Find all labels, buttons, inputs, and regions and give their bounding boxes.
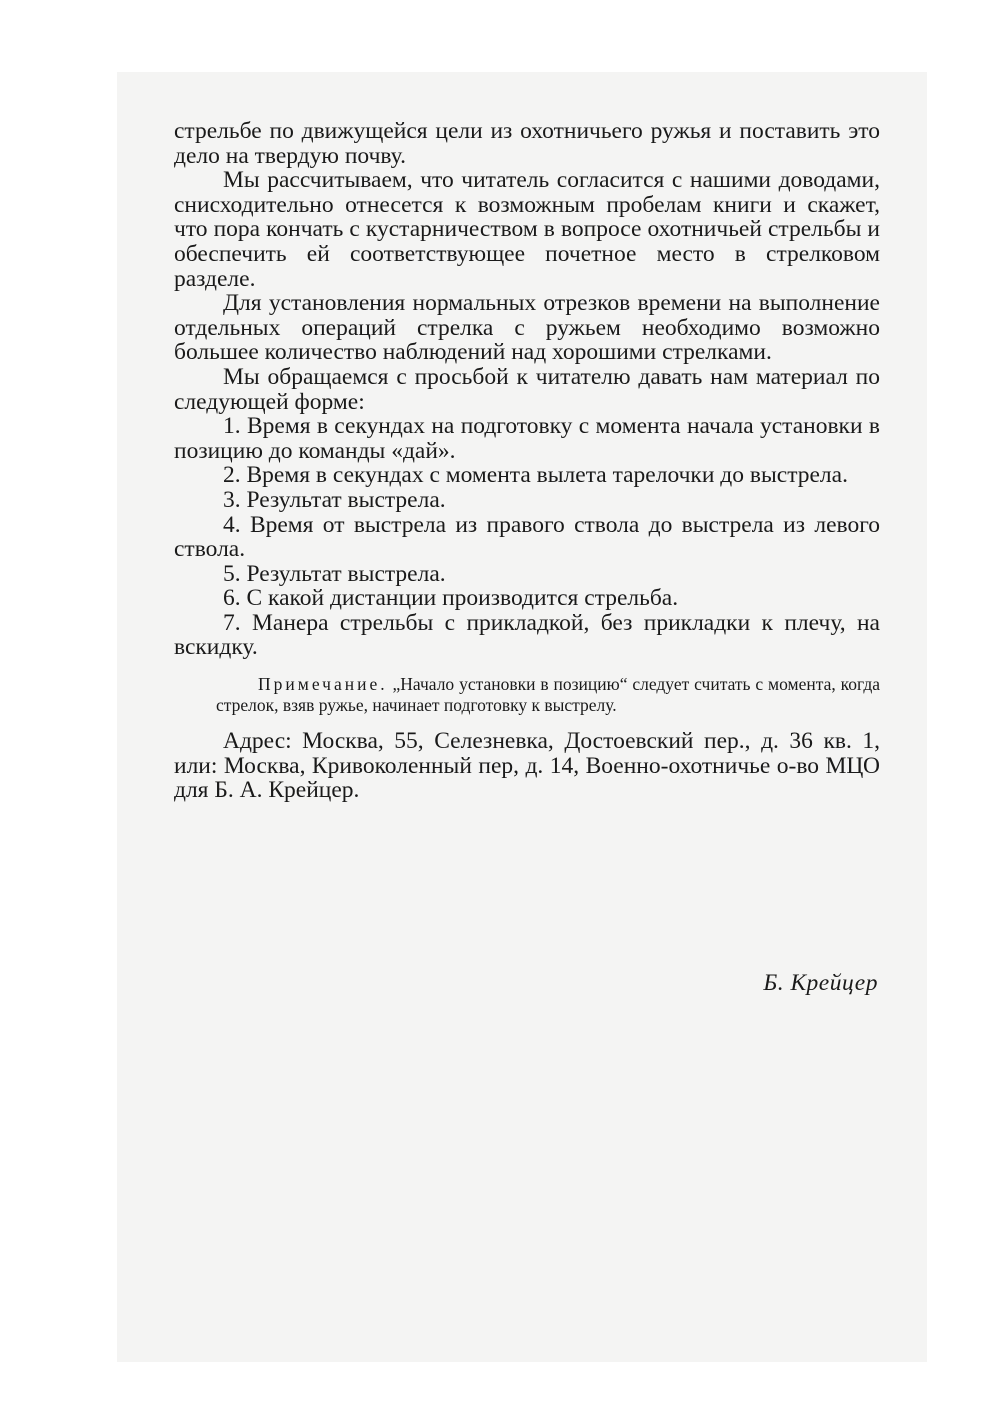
- list-item: 7. Манера стрельбы с прикладкой, без прикладки к плечу, на вскидку.: [174, 609, 880, 661]
- paragraph-observations: Для установления нормальных отрезков времени на выполнение отдельных операций стрелка с ружьем необходимо возможно большее количество наблюдений над хорошими стрелками.: [174, 290, 880, 366]
- paragraph-continuation: стрельбе по движущейся цели из охотничьего ружья и поставить это дело на твердую почву.: [174, 118, 880, 169]
- note-text: „Начало установки в позицию“ следует считать с момента, когда стрелок, взяв ружье, начинает подготовку к выстрелу.: [216, 674, 880, 715]
- list-item: 4. Время от выстрела из правого ствола до выстрела из левого ствола.: [174, 511, 880, 563]
- note-label: Примечание.: [258, 674, 388, 695]
- address-paragraph: Адрес: Москва, 55, Селезневка, Достоевский пер., д. 36 кв. 1, или: Москва, Кривоколенный пер, д. 14, Военно-охотничье о-во МЦО для Б. А. Крейцер.: [174, 728, 880, 804]
- paragraph-arguments: Мы рассчитываем, что читатель согласится с нашими доводами, снисходительно отнесется к возможным пробелам книги и скажет, что пора кончать с кустарничеством в вопросе охотничьей стрельбы и обеспечить ей соответствующее почетное место в стрелковом разделе.: [174, 167, 880, 292]
- list-item: 2. Время в секундах с момента вылета тарелочки до выстрела.: [223, 462, 848, 489]
- paragraph-request: Мы обращаемся с просьбой к читателю давать нам материал по следующей форме:: [174, 363, 880, 415]
- list-item: 5. Результат выстрела.: [223, 560, 446, 587]
- footnote: [174, 674, 880, 715]
- list-item: 3. Результат выстрела.: [223, 486, 446, 513]
- list-item: 1. Время в секундах на подготовку с момента начала установки в позицию до команды «дай».: [174, 413, 880, 464]
- list-item: 6. С какой дистанции производится стрельба.: [223, 585, 679, 612]
- author-signature: Б. Крейцер: [763, 970, 878, 996]
- document-body: [174, 119, 880, 803]
